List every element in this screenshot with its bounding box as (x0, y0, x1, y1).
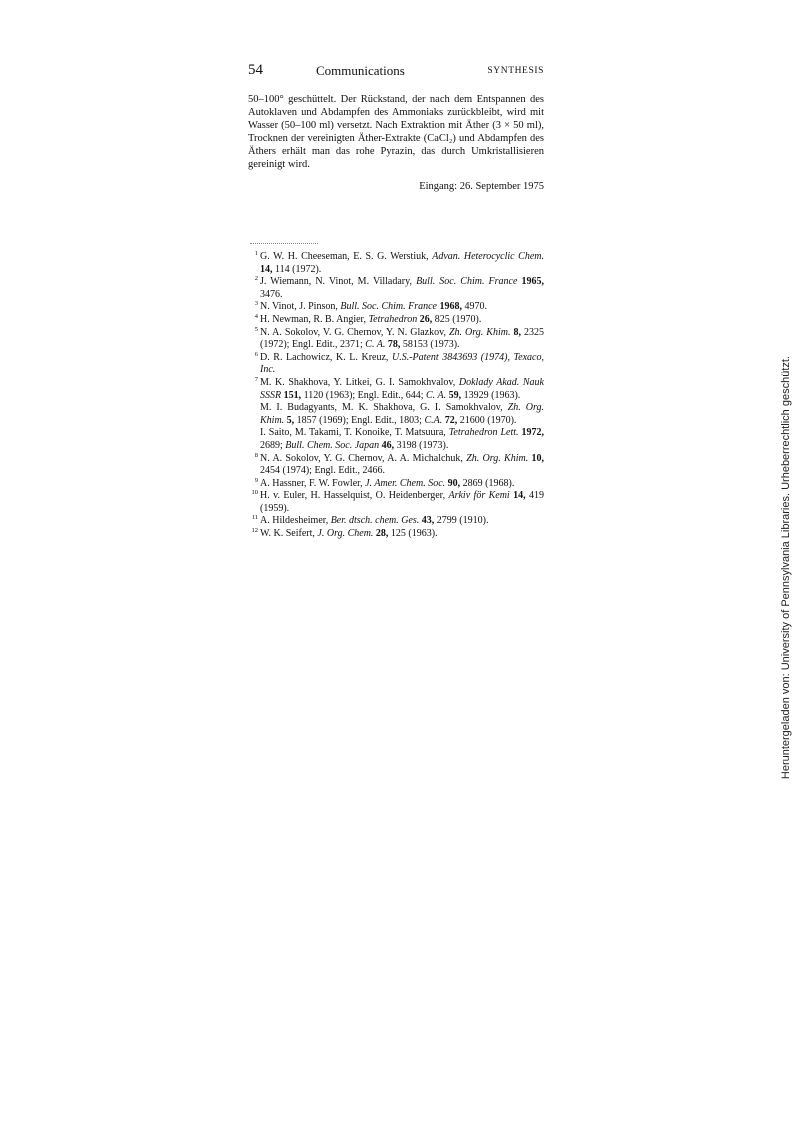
reference-segment: N. A. Sokolov, Y. G. Chernov, A. A. Michalchuk, (260, 452, 467, 464)
reference-segment: 72, (444, 414, 458, 426)
reference-segment: 4970. (462, 301, 487, 313)
reference-segment: 114 (1972). (272, 263, 322, 275)
reference-number: 1 (254, 250, 258, 257)
reference-segment: 28, (375, 528, 389, 540)
reference-segment: 5, (286, 414, 295, 426)
journal-name: SYNTHESIS (487, 66, 544, 76)
reference-number: 5 (254, 325, 258, 333)
reference-segment: Zh. Org. Khim. (466, 452, 529, 464)
reference-segment: 1120 (1963); Engl. Edit., 644; (301, 389, 427, 401)
reference-segment: 2869 (1968). (460, 477, 515, 489)
reference-number: 3 (254, 300, 258, 308)
reference-number: 7 (254, 375, 258, 383)
reference-text (260, 327, 544, 352)
reference-segment: Tetrahedron Lett. (448, 427, 519, 439)
reference-segment: 26, (419, 313, 433, 325)
watermark-text: Heruntergeladen von: University of Pennsylvania Libraries. Urheberrechtlich geschützt. (780, 356, 792, 780)
reference-number: 4 (254, 312, 258, 320)
reference-segment: 151, (283, 389, 302, 401)
reference-segment: 8, (513, 326, 521, 338)
reference-segment: N. Vinot, J. Pinson, (260, 301, 341, 313)
reference-segment: M. I. Budagyants, M. K. Shakhova, G. I. Samokhvalov, (260, 402, 508, 414)
reference-list (248, 251, 544, 541)
page-number: 54 (248, 62, 263, 78)
reference-text (260, 453, 544, 478)
reference-segment: C.A. (424, 414, 443, 426)
reference-segment: J. Org. Chem. (317, 528, 374, 540)
reference-text (260, 301, 544, 314)
reference-segment: Tetrahedron (368, 313, 418, 325)
reference-segment: I. Saito, M. Takami, T. Konoike, T. Matsuura, (260, 427, 449, 439)
reference-segment: 1965, (521, 276, 545, 288)
reference-segment: 10, (531, 452, 544, 464)
reference-segment: Arkiv för Kemi (448, 490, 510, 502)
reference-segment: Zh. Org. Khim. (448, 326, 511, 338)
reference-text (260, 314, 544, 327)
reference-segment: Ber. dtsch. chem. Ges. (330, 515, 420, 527)
reference-text (260, 515, 544, 528)
reference-segment: 1857 (1969); Engl. Edit., 1803; (294, 414, 425, 426)
reference-item (248, 377, 544, 453)
reference-number: 2 (254, 275, 258, 283)
reference-item (248, 276, 544, 301)
reference-segment: 1968, (439, 301, 462, 313)
reference-segment: 13929 (1963). (461, 389, 521, 401)
reference-segment: H. v. Euler, H. Hasselquist, O. Heidenberger, (260, 490, 449, 502)
reference-segment: J. Amer. Chem. Soc. (365, 477, 446, 489)
reference-item (248, 301, 544, 314)
received-date: Eingang: 26. September 1975 (419, 181, 544, 192)
reference-item (248, 352, 544, 377)
reference-segment: Doklady Akad. Nauk SSSR (260, 376, 544, 401)
reference-text (260, 377, 544, 402)
reference-text (260, 478, 544, 491)
reference-segment: 78, (387, 339, 401, 351)
reference-segment: Bull. Soc. Chim. France (340, 301, 437, 313)
reference-segment: 46, (381, 439, 395, 451)
reference-segment: U.S.-Patent 3843693 (1974), Texaco, Inc. (260, 351, 544, 376)
reference-segment: M. K. Shakhova, Y. Litkei, G. I. Samokhvalov, (260, 376, 459, 388)
reference-text (260, 276, 544, 301)
footnote-divider (250, 243, 318, 244)
page-header (248, 62, 544, 80)
reference-number: 12 (251, 527, 258, 535)
reference-segment: J. Wiemann, N. Vinot, M. Villadary, (260, 276, 417, 288)
reference-text (260, 528, 544, 541)
reference-segment: C. A. (426, 389, 447, 401)
reference-segment: 59, (448, 389, 462, 401)
reference-segment: 58153 (1973). (400, 339, 460, 351)
section-title: Communications (316, 63, 405, 78)
reference-text (260, 251, 544, 276)
reference-text (260, 427, 544, 452)
reference-segment: W. K. Seifert, (260, 528, 318, 540)
reference-segment: G. W. H. Cheeseman, E. S. G. Werstiuk, (260, 251, 433, 262)
reference-segment: Advan. Heterocyclic Chem. (432, 251, 544, 262)
reference-segment: C. A. (365, 339, 386, 351)
reference-text (260, 490, 544, 515)
reference-segment: 1972, (521, 427, 544, 439)
reference-text (260, 352, 544, 377)
reference-segment: 90, (447, 477, 461, 489)
reference-number: 11 (251, 514, 258, 522)
reference-segment: 14, (513, 490, 526, 502)
reference-segment: 21600 (1970). (457, 414, 517, 426)
reference-segment: 43, (421, 515, 435, 527)
reference-item (248, 327, 544, 352)
reference-segment: D. R. Lachowicz, K. L. Kreuz, (260, 351, 392, 363)
reference-segment: 419 (1959). (260, 490, 545, 514)
reference-number: 10 (251, 489, 258, 497)
reference-segment: A. Hildesheimer, (260, 515, 331, 527)
body-paragraph: 50–100° geschüttelt. Der Rückstand, der nach dem Entspannen des Autoklaven und Abdampfen des Ammoniaks zurückbleibt, wird mit Wasser (50–100 ml) versetzt. Nach Extraktion mit Äther (3 × 50 ml), Trocknen der vereinigten Äther-Extrakte (CaCl₂) und Abdampfen des Äthers erhält man das rohe Pyrazin, das durch Umkristallisieren gereinigt wird. (248, 94, 544, 170)
reference-segment: A. Hassner, F. W. Fowler, (260, 477, 366, 489)
reference-segment: 3198 (1973). (394, 439, 449, 451)
reference-item (248, 528, 544, 541)
reference-item (248, 478, 544, 491)
reference-segment: 14, (260, 263, 273, 275)
reference-text (260, 402, 544, 427)
reference-segment: 2454 (1974); Engl. Edit., 2466. (260, 465, 385, 477)
reference-segment: Bull. Soc. Chim. France (416, 276, 518, 288)
reference-item (248, 515, 544, 528)
reference-item (248, 314, 544, 327)
reference-item (248, 490, 544, 515)
reference-segment: 125 (1963). (388, 528, 438, 540)
reference-segment: H. Newman, R. B. Angier, (260, 313, 369, 325)
reference-segment: 2799 (1910). (434, 515, 489, 527)
body-text (248, 93, 544, 171)
reference-segment: Bull. Chem. Soc. Japan (285, 439, 380, 451)
reference-number: 8 (254, 451, 258, 459)
reference-number: 6 (254, 350, 258, 358)
reference-segment: 825 (1970). (432, 313, 482, 325)
reference-segment: 2325 (1972); Engl. Edit., 2371; (260, 326, 544, 351)
reference-segment: 3476. (260, 288, 283, 300)
reference-item (248, 251, 544, 276)
reference-segment: N. A. Sokolov, V. G. Chernov, Y. N. Glazkov, (260, 326, 449, 338)
reference-number: 9 (254, 476, 258, 484)
reference-item (248, 453, 544, 478)
reference-segment: Zh. Org. Khim. (260, 402, 544, 426)
reference-segment: 2689; (260, 439, 286, 451)
